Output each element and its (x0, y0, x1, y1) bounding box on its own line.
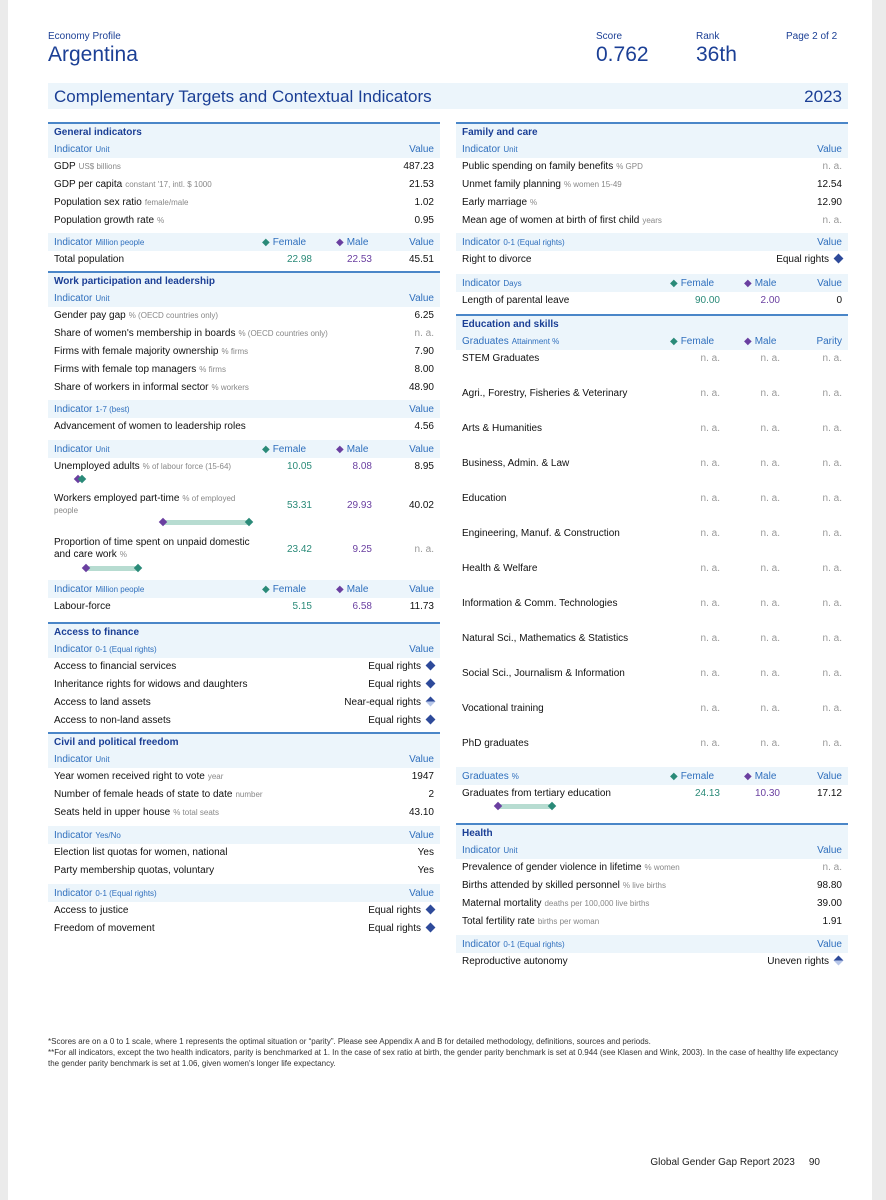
table-row: Workers employed part-time % of employed people 53.31 29.93 40.02 (48, 490, 440, 534)
column-header: Indicator Unit Value (48, 750, 440, 768)
table-row: Share of women's membership in boards % (OECD countries only) n. a. (54, 328, 434, 339)
health-header: Health (456, 823, 848, 841)
column-header: Indicator Unit ◆ Female ◆ Male Value (48, 440, 440, 458)
right-column (456, 122, 848, 971)
rank-value: 36th (696, 43, 737, 66)
female-marker (245, 518, 253, 526)
report-year: 2023 (804, 87, 842, 106)
page-title: Complementary Targets and Contextual Indicators (54, 87, 432, 106)
family-and-care-header: Family and care (456, 122, 848, 140)
general-indicators-header: General indicators (48, 122, 440, 140)
table-row: Public spending on family benefits % GPD n. a. (462, 161, 842, 172)
table-row: Population sex ratio female/male 1.02 (54, 197, 434, 208)
table-row: Mean age of women at birth of first child years n. a. (462, 215, 842, 226)
parity-bar (498, 804, 552, 809)
score-label: Score (596, 31, 623, 42)
near-equal-rights-icon (426, 697, 436, 707)
parity-bar (86, 566, 138, 571)
page-number: 90 (808, 1157, 820, 1168)
column-header: Indicator Unit Value (48, 140, 440, 158)
table-row: Access to non-land assets Equal rights (48, 712, 440, 732)
table-row: Access to financial services Equal rights (48, 658, 440, 676)
column-header: Indicator Days ◆ Female ◆ Male Value (456, 274, 848, 292)
table-row: PhD graduates n. a. n. a. n. a. (462, 738, 842, 749)
table-row: Access to justice Equal rights (48, 902, 440, 920)
table-row: Inheritance rights for widows and daughters Equal rights (48, 676, 440, 694)
table-row: Health & Welfare n. a. n. a. n. a. (462, 563, 842, 574)
table-row: Share of workers in informal sector % workers 48.90 (54, 382, 434, 393)
column-header: Indicator Million people ◆ Female ◆ Male Value (48, 580, 440, 598)
table-row: Prevalence of gender violence in lifetime % women n. a. (462, 862, 842, 873)
table-row: Engineering, Manuf. & Construction n. a. n. a. n. a. (462, 528, 842, 539)
column-header: Indicator 0-1 (Equal rights) Value (48, 640, 440, 658)
table-row: Graduates from tertiary education 24.13 10.30 17.12 (456, 785, 848, 823)
column-header: Graduates % ◆ Female ◆ Male Value (456, 767, 848, 785)
table-row: Births attended by skilled personnel % live births 98.80 (462, 880, 842, 891)
rank-label: Rank (696, 31, 720, 42)
table-row: Arts & Humanities n. a. n. a. n. a. (462, 423, 842, 434)
table-row: STEM Graduates n. a. n. a. n. a. (462, 353, 842, 364)
section-title-bar (48, 83, 848, 109)
table-row: Unemployed adults % of labour force (15-64) 10.05 8.08 8.95 (48, 458, 440, 490)
female-marker (548, 802, 556, 810)
table-row: Population growth rate % 0.95 (54, 215, 434, 226)
column-header: Indicator 0-1 (Equal rights) Value (456, 935, 848, 953)
table-row: Freedom of movement Equal rights (48, 920, 440, 938)
column-header: Indicator 1-7 (best) Value (48, 400, 440, 418)
table-row: Early marriage % 12.90 (462, 197, 842, 208)
country-name: Argentina (48, 43, 138, 66)
parity-bar (78, 477, 82, 482)
table-row: Year women received right to vote year 1947 (54, 771, 434, 782)
table-row: GDP per capita constant '17, intl. $ 1000 21.53 (54, 179, 434, 190)
footnote: **For all indicators, except the two health indicators, parity is benchmarked at 1. In the case of sex ratio at birth, the gender parity benchmark is set at 0.944 (see Klasen and Wink, 2003). In the case of healthy life expectancy the gender parity benchmark is set at 1.06, given women's longer life expectancy. (48, 1048, 839, 1068)
equal-rights-icon (426, 905, 436, 915)
table-row: Maternal mortality deaths per 100,000 live births 39.00 (462, 898, 842, 909)
column-header: Indicator Unit Value (48, 289, 440, 307)
table-row: Total population 22.98 22.53 45.51 (54, 254, 434, 265)
column-header: Indicator 0-1 (Equal rights) Value (48, 884, 440, 902)
report-name: Global Gender Gap Report 2023 (650, 1157, 795, 1168)
column-header: Indicator Million people ◆ Female ◆ Male Value (48, 233, 440, 251)
table-row: Natural Sci., Mathematics & Statistics n. a. n. a. n. a. (462, 633, 842, 644)
table-row: Vocational training n. a. n. a. n. a. (462, 703, 842, 714)
column-header: Indicator Yes/No Value (48, 826, 440, 844)
female-marker (134, 564, 142, 572)
score-value: 0.762 (596, 43, 649, 66)
table-row: Election list quotas for women, national Yes (54, 847, 434, 858)
table-row: Firms with female top managers % firms 8.00 (54, 364, 434, 375)
equal-rights-icon (426, 661, 436, 671)
column-header: Indicator Unit Value (456, 140, 848, 158)
table-row: Education n. a. n. a. n. a. (462, 493, 842, 504)
table-row: Total fertility rate births per woman 1.91 (462, 916, 842, 927)
male-marker (82, 564, 90, 572)
table-row: Labour-force 5.15 6.58 11.73 (54, 601, 434, 612)
equal-rights-icon (426, 923, 436, 933)
table-row: Party membership quotas, voluntary Yes (54, 865, 434, 876)
column-header: Indicator Unit Value (456, 841, 848, 859)
page-footer (636, 1157, 820, 1168)
education-and-skills-header: Education and skills (456, 314, 848, 332)
table-row: Agri., Forestry, Fisheries & Veterinary n. a. n. a. n. a. (462, 388, 842, 399)
table-row: Proportion of time spent on unpaid domestic and care work % 23.42 9.25 n. a. (48, 534, 440, 580)
uneven-rights-icon (834, 956, 844, 966)
table-row: Unmet family planning % women 15-49 12.54 (462, 179, 842, 190)
table-row: GDP US$ billions 487.23 (54, 161, 434, 172)
table-row: Seats held in upper house % total seats 43.10 (54, 807, 434, 818)
table-row: Information & Comm. Technologies n. a. n. a. n. a. (462, 598, 842, 609)
male-marker (159, 518, 167, 526)
table-row: Advancement of women to leadership roles 4.56 (54, 421, 434, 432)
access-to-finance-header: Access to finance (48, 622, 440, 640)
civil-political-freedom-header: Civil and political freedom (48, 732, 440, 750)
table-row: Right to divorce Equal rights (456, 251, 848, 274)
table-row: Business, Admin. & Law n. a. n. a. n. a. (462, 458, 842, 469)
table-row: Gender pay gap % (OECD countries only) 6.25 (54, 310, 434, 321)
parity-bar (163, 520, 249, 525)
table-row: Access to land assets Near-equal rights (48, 694, 440, 712)
equal-rights-icon (426, 715, 436, 725)
table-row: Length of parental leave 90.00 2.00 0 (462, 295, 842, 306)
column-header: Indicator 0-1 (Equal rights) Value (456, 233, 848, 251)
report-page (8, 0, 872, 1200)
left-column (48, 122, 440, 938)
footnote: *Scores are on a 0 to 1 scale, where 1 represents the optimal situation or “parity”. Please see Appendix A and B for detailed methodology, definitions, sources and periods. (48, 1037, 651, 1046)
column-header: Graduates Attainment % ◆ Female ◆ Male Parity (456, 332, 848, 350)
work-participation-header: Work participation and leadership (48, 271, 440, 289)
page-indicator: Page 2 of 2 (786, 31, 838, 42)
male-marker (494, 802, 502, 810)
footnotes (48, 1036, 848, 1069)
economy-profile-label: Economy Profile (48, 31, 121, 42)
table-row: Social Sci., Journalism & Information n. a. n. a. n. a. (462, 668, 842, 679)
table-row: Firms with female majority ownership % firms 7.90 (54, 346, 434, 357)
table-row: Reproductive autonomy Uneven rights (456, 953, 848, 971)
equal-rights-icon (834, 254, 844, 264)
table-row: Number of female heads of state to date number 2 (54, 789, 434, 800)
equal-rights-icon (426, 679, 436, 689)
